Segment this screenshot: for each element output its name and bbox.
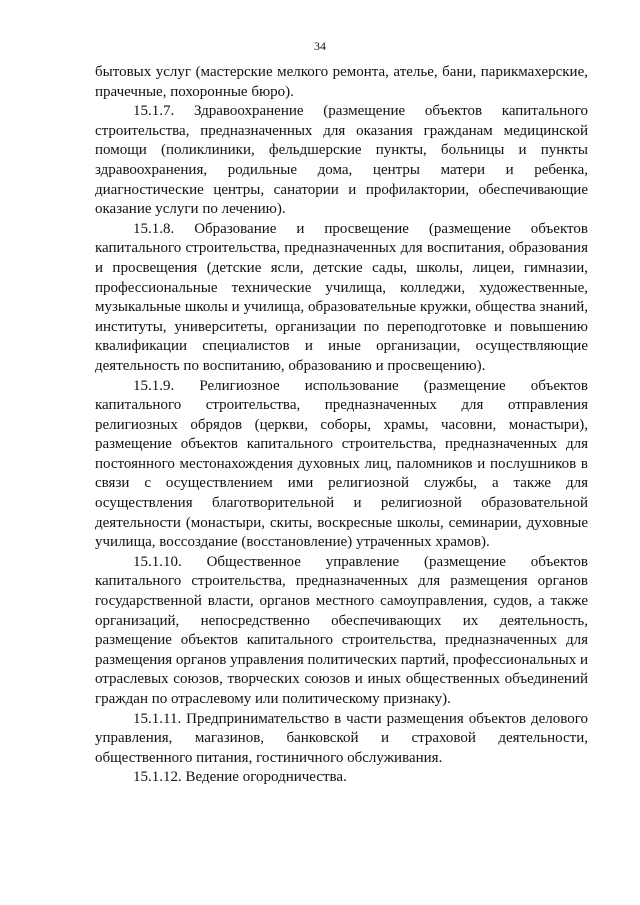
paragraph-15-1-7: 15.1.7. Здравоохранение (размещение объектов капитального строительства, предназначенных для оказания гражданам медицинской помощи (поликлиники, фельдшерские пункты, больницы и пункты здравоохранения, родильные дома, центры матери и ребенка, диагностические центры, санатории и профилактории, обеспечивающие оказание услуги по лечению).	[95, 103, 588, 218]
page-number: 34	[314, 39, 326, 53]
paragraph-15-1-12: 15.1.12. Ведение огородничества.	[133, 769, 347, 786]
paragraph-15-1-8: 15.1.8. Образование и просвещение (размещение объектов капитального строительства, предназначенных для воспитания, образования и просвещения (детские ясли, детские сады, школы, лицеи, гимназии, профессиональные технические училища, колледжи, художественные, музыкальные школы и училища, образовательные кружки, общества знаний, институты, университеты, организации по переподготовке и повышению квалификации специалистов и иные организации, осуществляющие деятельность по воспитанию, образованию и просвещению).	[95, 220, 588, 374]
paragraph-15-1-9: 15.1.9. Религиозное использование (размещение объектов капитального строительства, предназначенных для отправления религиозных обрядов (церкви, соборы, храмы, часовни, монастыри), размещение объектов капитального строительства, предназначенных для постоянного местонахождения духовных лиц, паломников и послушников в связи с осуществлением ими религиозной службы, а также для осуществления благотворительной и религиозной образовательной деятельности (монастыри, скиты, воскресные школы, семинарии, духовные училища, воссоздание (восстановление) утраченных храмов).	[95, 377, 588, 551]
document-body	[95, 63, 588, 788]
paragraph-15-1-11: 15.1.11. Предпринимательство в части размещения объектов делового управления, магазинов, банковской и страховой деятельности, общественного питания, гостиничного обслуживания.	[95, 710, 588, 766]
paragraph-continuation: бытовых услуг (мастерские мелкого ремонта, ателье, бани, парикмахерские, прачечные, похоронные бюро).	[95, 64, 588, 100]
paragraph-15-1-10: 15.1.10. Общественное управление (размещение объектов капитального строительства, предназначенных для размещения органов государственной власти, органов местного самоуправления, судов, а также организаций, непосредственно обеспечивающих их деятельность, размещение объектов капитального строительства, предназначенных для размещения органов управления политических партий, профессиональных и отраслевых союзов, творческих союзов и иных общественных объединений граждан по отраслевому или политическому признаку).	[95, 553, 588, 707]
